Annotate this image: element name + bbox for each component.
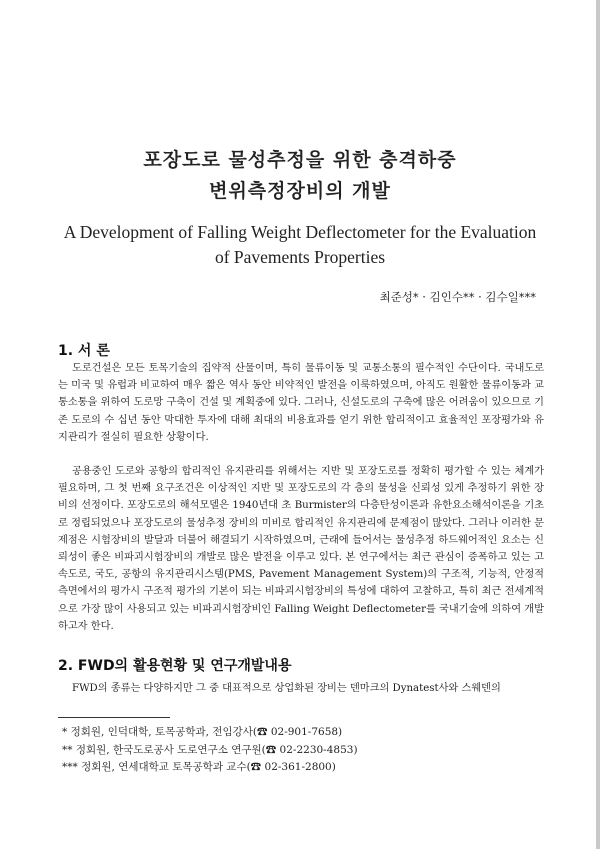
- footnote-author-2: ** 정회원, 한국도로공사 도로연구소 연구원(☎ 02-2230-4853): [62, 743, 358, 756]
- paper-title-english-line-1: A Development of Falling Weight Deflectometer for the Evaluation: [63, 222, 537, 242]
- introduction-paragraph-2: 공용중인 도로와 공항의 합리적인 유지관리를 위해서는 지반 및 포장도로를 정확히 평가할 수 있는 체계가 필요하며, 그 첫 번째 요구조건은 이상적인 지반 및 포장도로의 각 층의 물성을 신뢰성 있게 추정하기 위한 장비의 선정이다. 포장도로의 해석모델은 1940년대 초 Burmister의 다층탄성이론과 유한요소해석이론을 기초로 정립되었으나 포장도로의 물성추정 장비의 미비로 합리적인 유지관리에 문제점이 많았다. 그러나 이러한 문제점은 시험장비의 발달과 더불어 해결되기 시작하였으며, 근래에 들어서는 물성추정 하드웨어적인 요소는 신뢰성이 좋은 비파괴시험장비의 개발로 많은 발전을 이루고 있다. 본 연구에서는 최근 관심이 증폭하고 있는 고속도로, 국도, 공항의 유지관리시스템(PMS, Pavement Management System)의 구조적, 기능적, 안정적 측면에서의 평가시 구조적 평가의 기본이 되는 비파괴시험장비의 특성에 대하여 고찰하고, 특히 최근 전세계적으로 가장 많이 사용되고 있는 비파괴시험장비인 Falling Weight Deflectometer를 국내기술에 의하여 개발하고자 한다.: [58, 466, 544, 632]
- footnote-divider: [58, 717, 170, 718]
- page-edge: [596, 0, 600, 849]
- paper-title-english-line-2: of Pavements Properties: [214, 247, 386, 267]
- fwd-paragraph-1: FWD의 종류는 다양하지만 그 중 대표적으로 상업화된 장비는 덴마크의 Dynatest사와 스웨덴의: [72, 683, 501, 694]
- paper-title-korean-line-1: 포장도로 물성추정을 위한 충격하중: [143, 149, 457, 171]
- footnotes: [62, 724, 358, 777]
- footnote-author-1: * 정회원, 인덕대학, 토목공학과, 전임강사(☎ 02-901-7658): [62, 726, 343, 738]
- introduction-paragraph-1: 도로건설은 모든 토목기술의 집약적 산물이며, 특히 물류이동 및 교통소통의 필수적인 수단이다. 국내도로는 미국 및 유럽과 비교하여 매우 짧은 역사 동안 비약적인 발전을 이룩하였으며, 아직도 원활한 물류이동과 교통소통을 위하여 도로망 구축이 건설 및 계획중에 있다. 그러나, 신설도로의 구축에 많은 어려움이 있으므로 기존 도로의 수 십년 동안 막대한 투자에 대해 최대의 비용효과를 얻기 위한 합리적이고 효율적인 포장평가와 유지관리가 절실히 필요한 상황이다.: [58, 363, 544, 443]
- paper-title-korean-line-2: 변위측정장비의 개발: [209, 180, 391, 202]
- footnote-author-3: *** 정회원, 연세대학교 토목공학과 교수(☎ 02-361-2800): [62, 761, 336, 773]
- author-list: 최준성* · 김인수** · 김수일***: [379, 290, 536, 304]
- section-heading-fwd: 2. FWD의 활용현황 및 연구개발내용: [58, 658, 292, 674]
- section-heading-introduction: 1. 서 론: [58, 343, 110, 359]
